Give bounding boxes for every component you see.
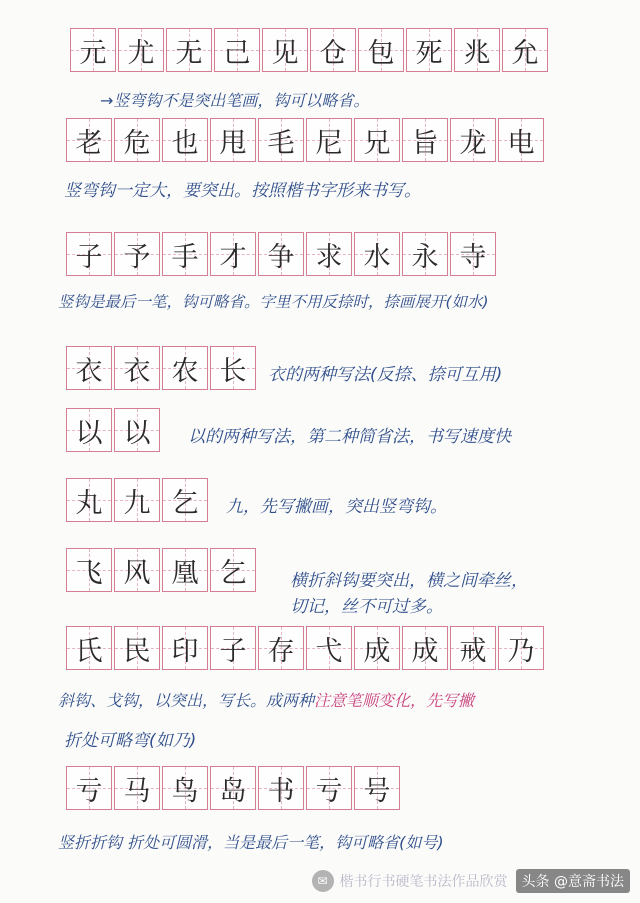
char-cell: 丸 bbox=[66, 478, 112, 522]
char-cell: 存 bbox=[258, 626, 304, 670]
char-cell: 允 bbox=[502, 28, 548, 72]
char-cell: 危 bbox=[114, 118, 160, 162]
char-cell: 才 bbox=[210, 232, 256, 276]
char-cell: 岛 bbox=[210, 766, 256, 810]
char-cell: 争 bbox=[258, 232, 304, 276]
char-cell: 尤 bbox=[118, 28, 164, 72]
char-cell: 甩 bbox=[210, 118, 256, 162]
char-cell: 凰 bbox=[162, 548, 208, 592]
char-cell: 号 bbox=[354, 766, 400, 810]
note-9: 竖折折钩 折处可圆滑，当是最后一笔，钩可略省(如号) bbox=[58, 833, 444, 852]
char-cell: 予 bbox=[114, 232, 160, 276]
char-cell: 毛 bbox=[258, 118, 304, 162]
note-8b-text: 注意笔顺变化，先写撇 bbox=[314, 691, 475, 710]
char-row-8 bbox=[66, 626, 546, 670]
char-cell: 民 bbox=[114, 626, 160, 670]
char-row-3 bbox=[66, 232, 498, 276]
wechat-icon: ✉ bbox=[312, 870, 334, 892]
char-row-6 bbox=[66, 478, 210, 522]
char-cell: 乃 bbox=[498, 626, 544, 670]
char-cell: 兆 bbox=[454, 28, 500, 72]
char-cell: 成 bbox=[402, 626, 448, 670]
char-cell: 农 bbox=[162, 346, 208, 390]
char-row-2 bbox=[66, 118, 546, 162]
char-cell: 无 bbox=[166, 28, 212, 72]
char-cell: 兄 bbox=[354, 118, 400, 162]
note-8a-text: 斜钩、戈钩，以突出，写长。成两种 bbox=[58, 691, 315, 710]
note-6: 九，先写撇画，突出竖弯钩。 bbox=[226, 497, 447, 517]
char-cell: 死 bbox=[406, 28, 452, 72]
char-cell: 亏 bbox=[66, 766, 112, 810]
char-cell: 手 bbox=[162, 232, 208, 276]
char-cell: 马 bbox=[114, 766, 160, 810]
char-cell: 戒 bbox=[450, 626, 496, 670]
char-cell: 水 bbox=[354, 232, 400, 276]
note-3: 竖钩是最后一笔，钩可略省。字里不用反捺时，捺画展开(如水) bbox=[58, 293, 489, 311]
char-cell: 仓 bbox=[310, 28, 356, 72]
note-8c: 折处可略弯(如乃) bbox=[64, 731, 197, 751]
char-row-9 bbox=[66, 766, 402, 810]
char-cell: 老 bbox=[66, 118, 112, 162]
char-cell: 子 bbox=[66, 232, 112, 276]
char-cell: 子 bbox=[210, 626, 256, 670]
char-cell: 衣 bbox=[66, 346, 112, 390]
char-cell: 氏 bbox=[66, 626, 112, 670]
char-cell: 弋 bbox=[306, 626, 352, 670]
char-cell: 求 bbox=[306, 232, 352, 276]
char-cell: 亏 bbox=[306, 766, 352, 810]
note-7a: 横折斜钩要突出，横之间牵丝， bbox=[290, 571, 528, 591]
watermark bbox=[312, 869, 630, 893]
char-cell: 见 bbox=[262, 28, 308, 72]
char-cell: 包 bbox=[358, 28, 404, 72]
note-8a bbox=[58, 688, 474, 711]
char-cell: 飞 bbox=[66, 548, 112, 592]
char-cell: 鸟 bbox=[162, 766, 208, 810]
char-cell: 也 bbox=[162, 118, 208, 162]
watermark-account-name: 楷书行书硬笔书法作品欣赏 bbox=[339, 874, 508, 890]
char-cell: 长 bbox=[210, 346, 256, 390]
char-cell: 寺 bbox=[450, 232, 496, 276]
char-cell: 尼 bbox=[306, 118, 352, 162]
char-row-5 bbox=[66, 408, 162, 452]
char-row-4 bbox=[66, 346, 258, 390]
note-4: 衣的两种写法(反捺、捺可互用) bbox=[268, 365, 503, 385]
note-1: →竖弯钩不是突出笔画，钩可以略省。 bbox=[100, 91, 370, 110]
char-cell: 书 bbox=[258, 766, 304, 810]
char-cell: 电 bbox=[498, 118, 544, 162]
char-cell: 风 bbox=[114, 548, 160, 592]
note-5: 以的两种写法，第二种简省法，书写速度快 bbox=[188, 427, 511, 447]
char-cell: 以 bbox=[114, 408, 160, 452]
note-2: 竖弯钩一定大，要突出。按照楷书字形来书写。 bbox=[64, 181, 421, 201]
char-cell: 龙 bbox=[450, 118, 496, 162]
char-cell: 以 bbox=[66, 408, 112, 452]
watermark-toutiao-tag: 头条 @意斋书法 bbox=[516, 869, 630, 893]
char-cell: 乞 bbox=[210, 548, 256, 592]
char-cell: 己 bbox=[214, 28, 260, 72]
char-cell: 旨 bbox=[402, 118, 448, 162]
char-row-7 bbox=[66, 548, 258, 592]
char-cell: 衣 bbox=[114, 346, 160, 390]
char-cell: 成 bbox=[354, 626, 400, 670]
char-cell: 元 bbox=[70, 28, 116, 72]
char-cell: 九 bbox=[114, 478, 160, 522]
note-7b: 切记，丝不可过多。 bbox=[290, 597, 443, 617]
char-row-1 bbox=[70, 28, 550, 72]
char-cell: 印 bbox=[162, 626, 208, 670]
char-cell: 永 bbox=[402, 232, 448, 276]
char-cell: 乞 bbox=[162, 478, 208, 522]
